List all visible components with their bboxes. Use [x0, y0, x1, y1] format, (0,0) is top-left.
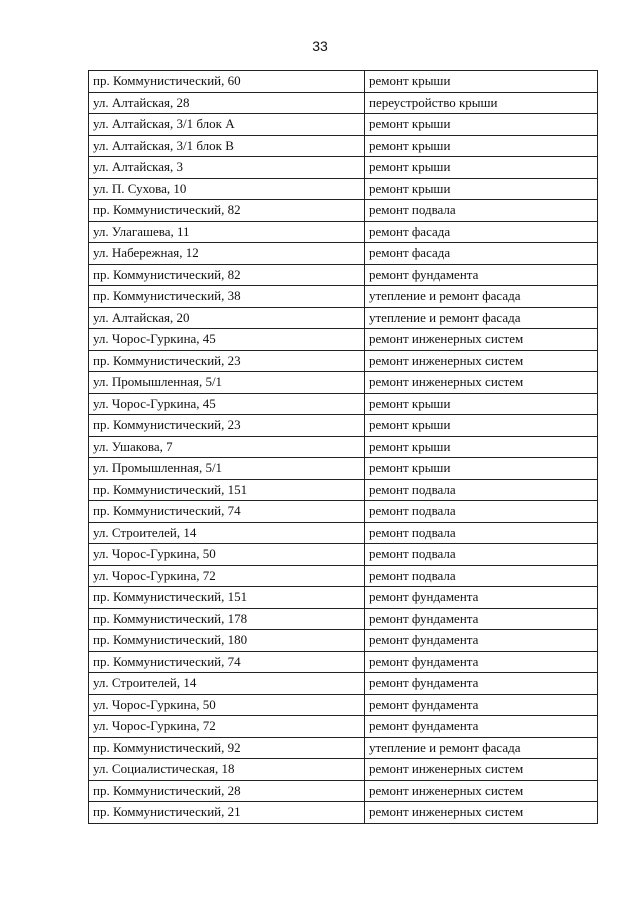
address-cell: пр. Коммунистический, 74	[89, 501, 365, 523]
table-row	[89, 565, 598, 587]
work-type-cell: ремонт крыши	[365, 415, 598, 437]
address-cell: ул. Набережная, 12	[89, 243, 365, 265]
table-row	[89, 135, 598, 157]
table-row	[89, 243, 598, 265]
table-row	[89, 759, 598, 781]
table-row	[89, 221, 598, 243]
table-row	[89, 329, 598, 351]
table-row	[89, 92, 598, 114]
address-cell: ул. Алтайская, 20	[89, 307, 365, 329]
table-row	[89, 544, 598, 566]
work-type-cell: ремонт инженерных систем	[365, 372, 598, 394]
address-cell: пр. Коммунистический, 92	[89, 737, 365, 759]
address-cell: пр. Коммунистический, 23	[89, 415, 365, 437]
address-cell: пр. Коммунистический, 28	[89, 780, 365, 802]
address-cell: ул. Социалистическая, 18	[89, 759, 365, 781]
address-cell: ул. Строителей, 14	[89, 673, 365, 695]
table-row	[89, 178, 598, 200]
work-type-cell: утепление и ремонт фасада	[365, 286, 598, 308]
table-row	[89, 415, 598, 437]
work-type-cell: ремонт подвала	[365, 544, 598, 566]
work-type-cell: ремонт инженерных систем	[365, 759, 598, 781]
table-row	[89, 587, 598, 609]
work-type-cell: утепление и ремонт фасада	[365, 737, 598, 759]
address-cell: ул. Промышленная, 5/1	[89, 372, 365, 394]
table-row	[89, 501, 598, 523]
address-cell: ул. Чорос-Гуркина, 72	[89, 716, 365, 738]
table-row	[89, 350, 598, 372]
address-cell: пр. Коммунистический, 38	[89, 286, 365, 308]
work-type-cell: ремонт крыши	[365, 71, 598, 93]
address-cell: ул. Алтайская, 3/1 блок А	[89, 114, 365, 136]
table-row	[89, 372, 598, 394]
table-row	[89, 286, 598, 308]
table-row	[89, 780, 598, 802]
address-cell: ул. П. Сухова, 10	[89, 178, 365, 200]
work-type-cell: ремонт фасада	[365, 243, 598, 265]
address-cell: пр. Коммунистический, 82	[89, 264, 365, 286]
table-row	[89, 479, 598, 501]
work-type-cell: ремонт крыши	[365, 157, 598, 179]
work-type-cell: ремонт крыши	[365, 135, 598, 157]
table-row	[89, 157, 598, 179]
table-row	[89, 608, 598, 630]
address-cell: ул. Ушакова, 7	[89, 436, 365, 458]
address-cell: ул. Чорос-Гуркина, 45	[89, 329, 365, 351]
table-row	[89, 307, 598, 329]
address-cell: пр. Коммунистический, 180	[89, 630, 365, 652]
address-cell: пр. Коммунистический, 23	[89, 350, 365, 372]
work-type-cell: ремонт фундамента	[365, 587, 598, 609]
table-row	[89, 673, 598, 695]
work-type-cell: ремонт фундамента	[365, 608, 598, 630]
work-type-cell: ремонт подвала	[365, 200, 598, 222]
address-cell: пр. Коммунистический, 74	[89, 651, 365, 673]
works-table-body	[89, 71, 598, 824]
work-type-cell: ремонт подвала	[365, 501, 598, 523]
work-type-cell: ремонт фасада	[365, 221, 598, 243]
table-row	[89, 264, 598, 286]
work-type-cell: ремонт подвала	[365, 522, 598, 544]
work-type-cell: ремонт фундамента	[365, 651, 598, 673]
address-cell: ул. Строителей, 14	[89, 522, 365, 544]
address-cell: ул. Алтайская, 28	[89, 92, 365, 114]
table-row	[89, 630, 598, 652]
table-row	[89, 200, 598, 222]
work-type-cell: ремонт фундамента	[365, 264, 598, 286]
work-type-cell: ремонт инженерных систем	[365, 329, 598, 351]
address-cell: ул. Алтайская, 3/1 блок В	[89, 135, 365, 157]
table-row	[89, 651, 598, 673]
work-type-cell: ремонт фундамента	[365, 673, 598, 695]
work-type-cell: ремонт подвала	[365, 565, 598, 587]
work-type-cell: ремонт крыши	[365, 393, 598, 415]
work-type-cell: ремонт крыши	[365, 114, 598, 136]
address-cell: ул. Чорос-Гуркина, 72	[89, 565, 365, 587]
work-type-cell: ремонт фундамента	[365, 716, 598, 738]
works-table	[88, 70, 598, 824]
work-type-cell: утепление и ремонт фасада	[365, 307, 598, 329]
table-row	[89, 694, 598, 716]
work-type-cell: ремонт крыши	[365, 436, 598, 458]
address-cell: пр. Коммунистический, 178	[89, 608, 365, 630]
table-row	[89, 716, 598, 738]
table-row	[89, 802, 598, 824]
table-row	[89, 522, 598, 544]
work-type-cell: ремонт фундамента	[365, 630, 598, 652]
address-cell: ул. Алтайская, 3	[89, 157, 365, 179]
table-row	[89, 393, 598, 415]
table-row	[89, 114, 598, 136]
work-type-cell: ремонт инженерных систем	[365, 780, 598, 802]
address-cell: ул. Чорос-Гуркина, 50	[89, 694, 365, 716]
address-cell: пр. Коммунистический, 82	[89, 200, 365, 222]
table-row	[89, 737, 598, 759]
work-type-cell: ремонт инженерных систем	[365, 350, 598, 372]
address-cell: ул. Чорос-Гуркина, 50	[89, 544, 365, 566]
address-cell: ул. Чорос-Гуркина, 45	[89, 393, 365, 415]
table-row	[89, 458, 598, 480]
table-row	[89, 71, 598, 93]
table-row	[89, 436, 598, 458]
address-cell: пр. Коммунистический, 60	[89, 71, 365, 93]
address-cell: ул. Улагашева, 11	[89, 221, 365, 243]
address-cell: пр. Коммунистический, 151	[89, 479, 365, 501]
work-type-cell: ремонт крыши	[365, 178, 598, 200]
work-type-cell: ремонт инженерных систем	[365, 802, 598, 824]
page-number: 33	[312, 38, 328, 54]
address-cell: ул. Промышленная, 5/1	[89, 458, 365, 480]
work-type-cell: ремонт крыши	[365, 458, 598, 480]
address-cell: пр. Коммунистический, 151	[89, 587, 365, 609]
work-type-cell: ремонт подвала	[365, 479, 598, 501]
address-cell: пр. Коммунистический, 21	[89, 802, 365, 824]
work-type-cell: переустройство крыши	[365, 92, 598, 114]
work-type-cell: ремонт фундамента	[365, 694, 598, 716]
